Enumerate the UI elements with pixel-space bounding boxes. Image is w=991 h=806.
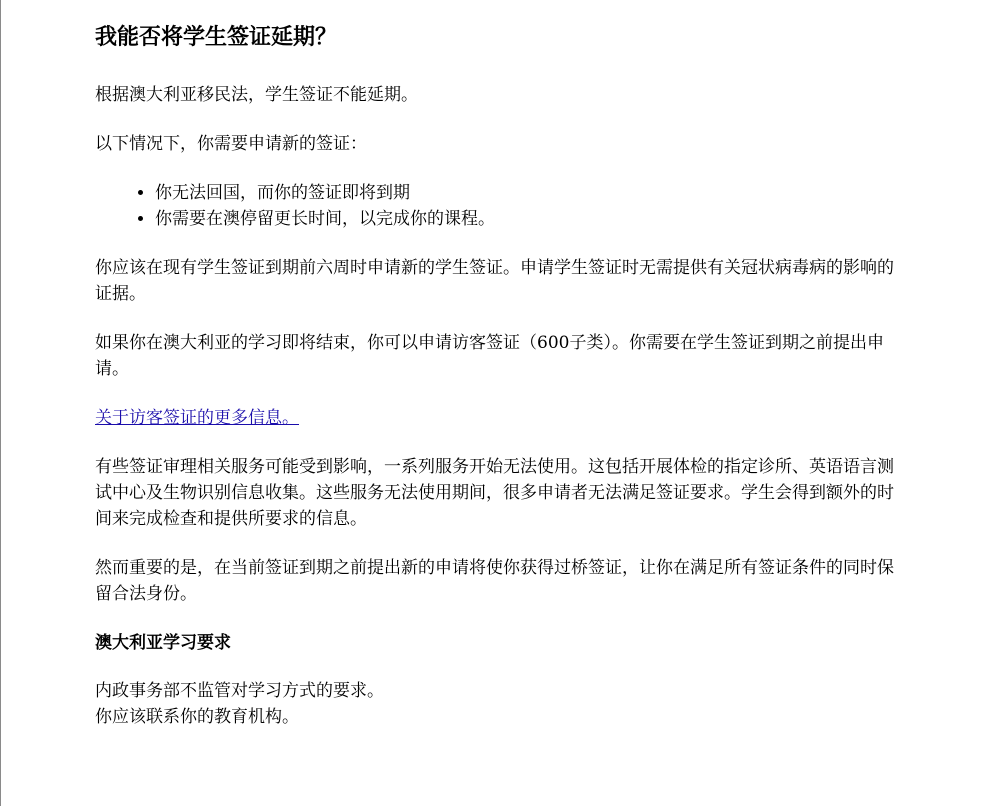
paragraph-no-extension: 根据澳大利亚移民法，学生签证不能延期。 [95, 85, 418, 105]
list-item: • 你需要在澳停留更长时间，以完成你的课程。 [155, 206, 905, 232]
paragraph-need-new-visa: 以下情况下，你需要申请新的签证： [95, 134, 367, 154]
paragraph-apply-timing: 你应该在现有学生签证到期前六周时申请新的学生签证。申请学生签证时无需提供有关冠状病毒病的影响的证据。 [95, 258, 894, 304]
situations-list [95, 180, 905, 232]
paragraph-study-requirements-line2: 你应该联系你的教育机构。 [95, 707, 299, 727]
visitor-visa-info-link[interactable]: 关于访客签证的更多信息。 [95, 408, 299, 428]
paragraph-study-requirements-line1: 内政事务部不监管对学习方式的要求。 [95, 681, 384, 701]
section-heading-study-requirements: 澳大利亚学习要求 [95, 633, 231, 653]
page-left-border [0, 0, 1, 806]
list-item: • 你无法回国，而你的签证即将到期 [155, 180, 905, 206]
page-title: 我能否将学生签证延期？ [95, 24, 338, 50]
visitor-visa-link-paragraph [95, 405, 905, 431]
paragraph-services-affected: 有些签证审理相关服务可能受到影响，一系列服务开始无法使用。这包括开展体检的指定诊所、英语语言测试中心及生物识别信息收集。这些服务无法使用期间，很多申请者无法满足签证要求。学生会得到额外的时间来完成检查和提供所要求的信息。 [95, 457, 894, 529]
document-body [95, 20, 905, 730]
paragraph-visitor-visa: 如果你在澳大利亚的学习即将结束，你可以申请访客签证（600子类）。你需要在学生签证到期之前提出申请。 [95, 333, 884, 379]
paragraph-bridging-visa: 然而重要的是，在当前签证到期之前提出新的申请将使你获得过桥签证，让你在满足所有签证条件的同时保留合法身份。 [95, 558, 894, 604]
